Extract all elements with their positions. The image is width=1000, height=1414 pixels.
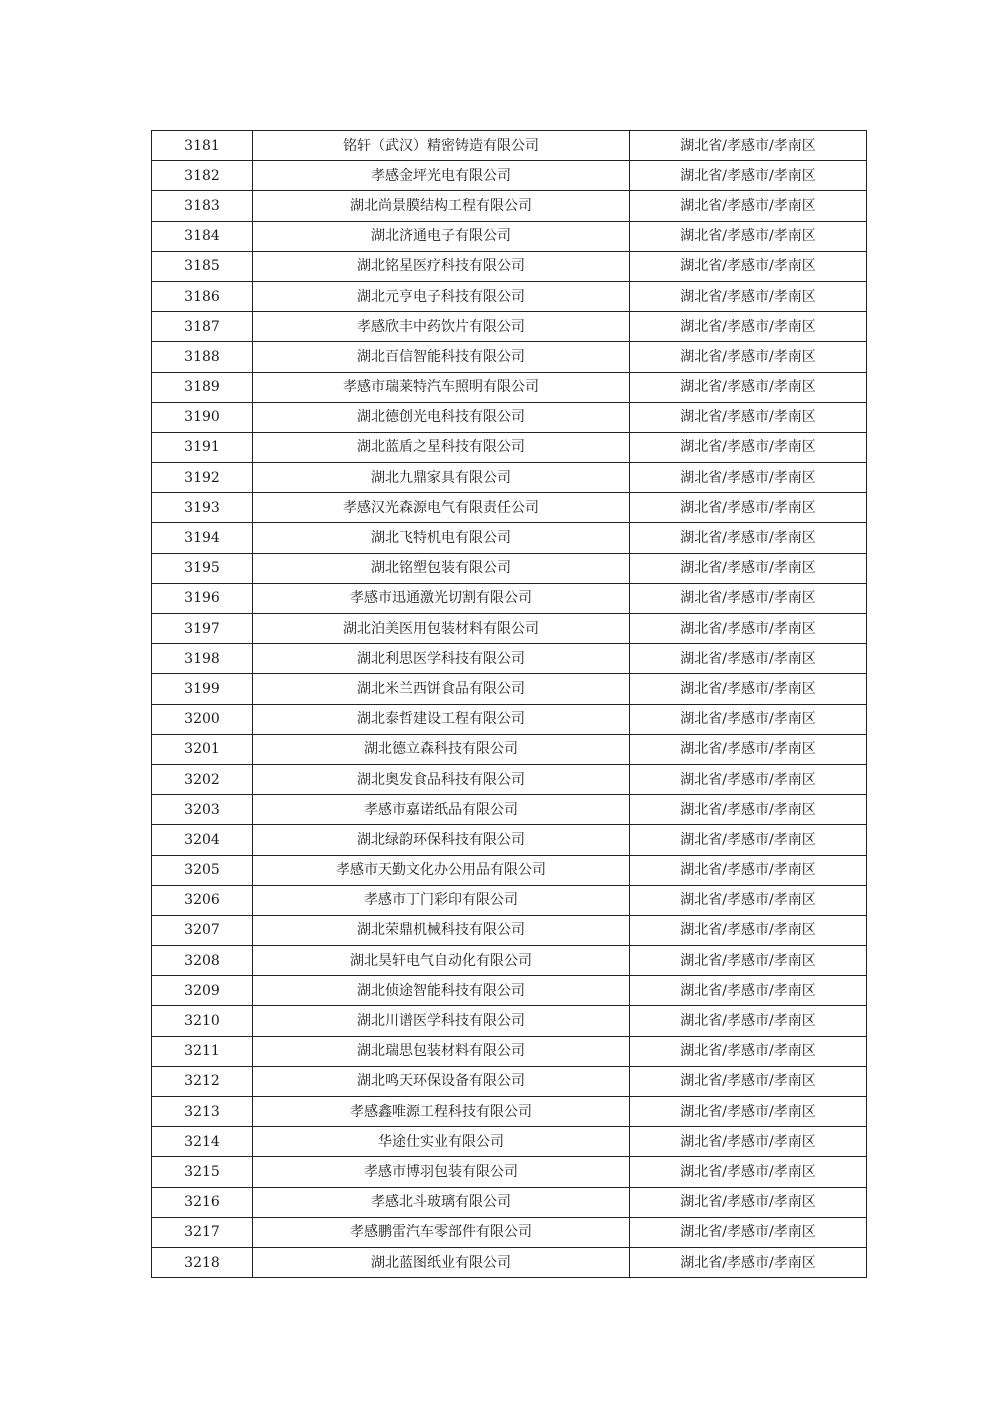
- company-name-cell: 湖北蓝图纸业有限公司: [253, 1247, 630, 1277]
- row-number-cell: 3217: [152, 1217, 253, 1247]
- row-number-cell: 3195: [152, 553, 253, 583]
- row-number-cell: 3210: [152, 1006, 253, 1036]
- company-name-cell: 湖北德创光电科技有限公司: [253, 402, 630, 432]
- region-cell: 湖北省/孝感市/孝南区: [630, 191, 867, 221]
- company-name-cell: 湖北绿韵环保科技有限公司: [253, 825, 630, 855]
- table-row: [152, 1127, 867, 1157]
- region-cell: 湖北省/孝感市/孝南区: [630, 281, 867, 311]
- table-row: [152, 734, 867, 764]
- row-number-cell: 3198: [152, 644, 253, 674]
- region-cell: 湖北省/孝感市/孝南区: [630, 674, 867, 704]
- row-number-cell: 3211: [152, 1036, 253, 1066]
- company-name-cell: 湖北铭星医疗科技有限公司: [253, 251, 630, 281]
- row-number-cell: 3199: [152, 674, 253, 704]
- region-cell: 湖北省/孝感市/孝南区: [630, 312, 867, 342]
- row-number-cell: 3200: [152, 704, 253, 734]
- region-cell: 湖北省/孝感市/孝南区: [630, 1066, 867, 1096]
- table-row: [152, 1157, 867, 1187]
- row-number-cell: 3190: [152, 402, 253, 432]
- company-name-cell: 湖北奥发食品科技有限公司: [253, 764, 630, 794]
- row-number-cell: 3201: [152, 734, 253, 764]
- company-name-cell: 孝感北斗玻璃有限公司: [253, 1187, 630, 1217]
- company-name-cell: 湖北元亨电子科技有限公司: [253, 281, 630, 311]
- table-row: [152, 523, 867, 553]
- row-number-cell: 3203: [152, 795, 253, 825]
- table-row: [152, 795, 867, 825]
- table-row: [152, 704, 867, 734]
- table-row: [152, 1097, 867, 1127]
- region-cell: 湖北省/孝感市/孝南区: [630, 432, 867, 462]
- table-row: [152, 463, 867, 493]
- table-row: [152, 493, 867, 523]
- table-row: [152, 161, 867, 191]
- company-name-cell: 湖北瑞思包装材料有限公司: [253, 1036, 630, 1066]
- table-row: [152, 251, 867, 281]
- company-name-cell: 湖北泊美医用包装材料有限公司: [253, 614, 630, 644]
- company-name-cell: 湖北尚景膜结构工程有限公司: [253, 191, 630, 221]
- region-cell: 湖北省/孝感市/孝南区: [630, 885, 867, 915]
- region-cell: 湖北省/孝感市/孝南区: [630, 644, 867, 674]
- row-number-cell: 3209: [152, 976, 253, 1006]
- enterprise-list-table-container: [151, 130, 866, 1278]
- table-row: [152, 1006, 867, 1036]
- region-cell: 湖北省/孝感市/孝南区: [630, 825, 867, 855]
- table-row: [152, 553, 867, 583]
- table-row: [152, 131, 867, 161]
- region-cell: 湖北省/孝感市/孝南区: [630, 493, 867, 523]
- row-number-cell: 3184: [152, 221, 253, 251]
- row-number-cell: 3215: [152, 1157, 253, 1187]
- table-row: [152, 764, 867, 794]
- region-cell: 湖北省/孝感市/孝南区: [630, 372, 867, 402]
- company-name-cell: 湖北利思医学科技有限公司: [253, 644, 630, 674]
- region-cell: 湖北省/孝感市/孝南区: [630, 946, 867, 976]
- company-name-cell: 湖北百信智能科技有限公司: [253, 342, 630, 372]
- region-cell: 湖北省/孝感市/孝南区: [630, 1187, 867, 1217]
- row-number-cell: 3205: [152, 855, 253, 885]
- row-number-cell: 3214: [152, 1127, 253, 1157]
- region-cell: 湖北省/孝感市/孝南区: [630, 614, 867, 644]
- region-cell: 湖北省/孝感市/孝南区: [630, 915, 867, 945]
- company-name-cell: 孝感汉光森源电气有限责任公司: [253, 493, 630, 523]
- company-name-cell: 湖北蓝盾之星科技有限公司: [253, 432, 630, 462]
- region-cell: 湖北省/孝感市/孝南区: [630, 976, 867, 1006]
- table-row: [152, 432, 867, 462]
- company-name-cell: 湖北侦途智能科技有限公司: [253, 976, 630, 1006]
- table-row: [152, 583, 867, 613]
- region-cell: 湖北省/孝感市/孝南区: [630, 1036, 867, 1066]
- region-cell: 湖北省/孝感市/孝南区: [630, 523, 867, 553]
- table-row: [152, 191, 867, 221]
- table-row: [152, 674, 867, 704]
- company-name-cell: 孝感欣丰中药饮片有限公司: [253, 312, 630, 342]
- region-cell: 湖北省/孝感市/孝南区: [630, 131, 867, 161]
- table-row: [152, 614, 867, 644]
- table-row: [152, 402, 867, 432]
- region-cell: 湖北省/孝感市/孝南区: [630, 795, 867, 825]
- table-row: [152, 885, 867, 915]
- table-row: [152, 825, 867, 855]
- row-number-cell: 3188: [152, 342, 253, 372]
- row-number-cell: 3182: [152, 161, 253, 191]
- row-number-cell: 3186: [152, 281, 253, 311]
- company-name-cell: 湖北飞特机电有限公司: [253, 523, 630, 553]
- company-name-cell: 孝感市瑞莱特汽车照明有限公司: [253, 372, 630, 402]
- company-name-cell: 湖北九鼎家具有限公司: [253, 463, 630, 493]
- enterprise-list-table: [151, 130, 867, 1278]
- row-number-cell: 3187: [152, 312, 253, 342]
- company-name-cell: 孝感市嘉诺纸品有限公司: [253, 795, 630, 825]
- table-row: [152, 1066, 867, 1096]
- region-cell: 湖北省/孝感市/孝南区: [630, 1006, 867, 1036]
- table-row: [152, 221, 867, 251]
- region-cell: 湖北省/孝感市/孝南区: [630, 704, 867, 734]
- region-cell: 湖北省/孝感市/孝南区: [630, 342, 867, 372]
- table-row: [152, 644, 867, 674]
- row-number-cell: 3218: [152, 1247, 253, 1277]
- company-name-cell: 华途仕实业有限公司: [253, 1127, 630, 1157]
- row-number-cell: 3202: [152, 764, 253, 794]
- region-cell: 湖北省/孝感市/孝南区: [630, 855, 867, 885]
- table-row: [152, 1217, 867, 1247]
- region-cell: 湖北省/孝感市/孝南区: [630, 734, 867, 764]
- table-row: [152, 1187, 867, 1217]
- table-row: [152, 1036, 867, 1066]
- row-number-cell: 3207: [152, 915, 253, 945]
- company-name-cell: 孝感市丁门彩印有限公司: [253, 885, 630, 915]
- row-number-cell: 3208: [152, 946, 253, 976]
- company-name-cell: 湖北鸣天环保设备有限公司: [253, 1066, 630, 1096]
- company-name-cell: 湖北荣鼎机械科技有限公司: [253, 915, 630, 945]
- table-row: [152, 281, 867, 311]
- row-number-cell: 3212: [152, 1066, 253, 1096]
- company-name-cell: 孝感市天勤文化办公用品有限公司: [253, 855, 630, 885]
- table-row: [152, 976, 867, 1006]
- region-cell: 湖北省/孝感市/孝南区: [630, 1217, 867, 1247]
- company-name-cell: 孝感鑫唯源工程科技有限公司: [253, 1097, 630, 1127]
- region-cell: 湖北省/孝感市/孝南区: [630, 1097, 867, 1127]
- table-row: [152, 312, 867, 342]
- row-number-cell: 3189: [152, 372, 253, 402]
- region-cell: 湖北省/孝感市/孝南区: [630, 463, 867, 493]
- row-number-cell: 3197: [152, 614, 253, 644]
- company-name-cell: 铭轩（武汉）精密铸造有限公司: [253, 131, 630, 161]
- row-number-cell: 3204: [152, 825, 253, 855]
- company-name-cell: 湖北泰哲建设工程有限公司: [253, 704, 630, 734]
- company-name-cell: 湖北川谱医学科技有限公司: [253, 1006, 630, 1036]
- row-number-cell: 3181: [152, 131, 253, 161]
- company-name-cell: 湖北铭塑包装有限公司: [253, 553, 630, 583]
- table-row: [152, 855, 867, 885]
- region-cell: 湖北省/孝感市/孝南区: [630, 1247, 867, 1277]
- region-cell: 湖北省/孝感市/孝南区: [630, 251, 867, 281]
- table-body: [152, 131, 867, 1278]
- row-number-cell: 3193: [152, 493, 253, 523]
- company-name-cell: 孝感市博羽包装有限公司: [253, 1157, 630, 1187]
- row-number-cell: 3213: [152, 1097, 253, 1127]
- row-number-cell: 3206: [152, 885, 253, 915]
- region-cell: 湖北省/孝感市/孝南区: [630, 402, 867, 432]
- table-row: [152, 1247, 867, 1277]
- table-row: [152, 372, 867, 402]
- table-row: [152, 342, 867, 372]
- table-row: [152, 915, 867, 945]
- company-name-cell: 孝感市迅通激光切割有限公司: [253, 583, 630, 613]
- company-name-cell: 湖北米兰西饼食品有限公司: [253, 674, 630, 704]
- row-number-cell: 3191: [152, 432, 253, 462]
- row-number-cell: 3194: [152, 523, 253, 553]
- region-cell: 湖北省/孝感市/孝南区: [630, 161, 867, 191]
- row-number-cell: 3216: [152, 1187, 253, 1217]
- row-number-cell: 3183: [152, 191, 253, 221]
- region-cell: 湖北省/孝感市/孝南区: [630, 1127, 867, 1157]
- company-name-cell: 孝感鹏雷汽车零部件有限公司: [253, 1217, 630, 1247]
- region-cell: 湖北省/孝感市/孝南区: [630, 1157, 867, 1187]
- region-cell: 湖北省/孝感市/孝南区: [630, 583, 867, 613]
- row-number-cell: 3185: [152, 251, 253, 281]
- region-cell: 湖北省/孝感市/孝南区: [630, 221, 867, 251]
- row-number-cell: 3196: [152, 583, 253, 613]
- company-name-cell: 湖北济通电子有限公司: [253, 221, 630, 251]
- region-cell: 湖北省/孝感市/孝南区: [630, 553, 867, 583]
- company-name-cell: 孝感金坪光电有限公司: [253, 161, 630, 191]
- company-name-cell: 湖北德立森科技有限公司: [253, 734, 630, 764]
- row-number-cell: 3192: [152, 463, 253, 493]
- region-cell: 湖北省/孝感市/孝南区: [630, 764, 867, 794]
- company-name-cell: 湖北昊轩电气自动化有限公司: [253, 946, 630, 976]
- table-row: [152, 946, 867, 976]
